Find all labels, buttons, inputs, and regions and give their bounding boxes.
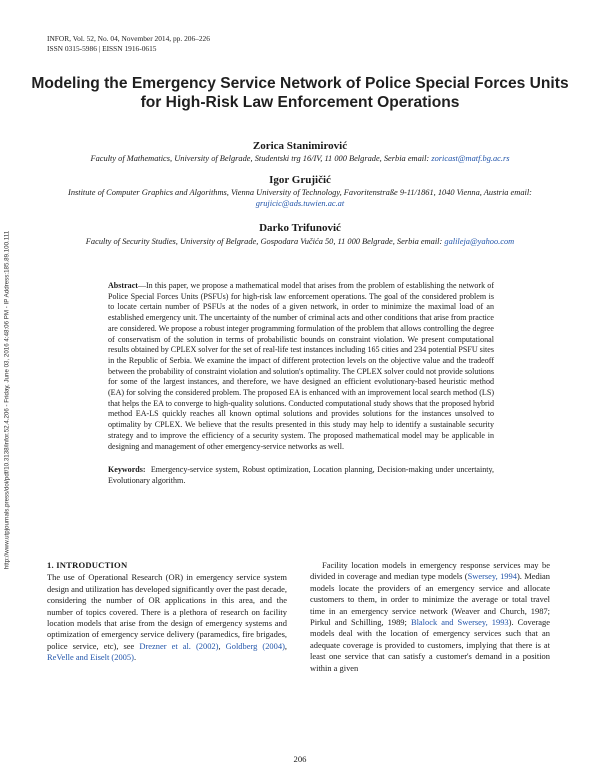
keywords xyxy=(108,465,494,486)
intro-left-column xyxy=(47,560,287,664)
abstract xyxy=(108,281,494,452)
intro-paragraph-1: The use of Operational Research (OR) in emergency service system design and utilization has developed significantly over the past decade, considering the number of OR applications in this area, and the number of topics covered. There is a plethora of research on facility location models that arise from the design of emergency systems and optimization of emergency service delivery (paramedics, fire brigades, police service, etc), see Drezner et al. (2002), Goldberg (2004), ReVelle and Eiselt (2005). xyxy=(47,572,288,663)
paper-title: Modeling the Emergency Service Network of Police Special Forces Units for High-Risk Law Enforcement Operations xyxy=(31,75,569,111)
page-number: 206 xyxy=(293,754,307,764)
keywords-label: Keywords: xyxy=(108,465,146,474)
citation-link-goldberg[interactable]: Goldberg (2004) xyxy=(225,640,285,651)
author-affiliation-1: Faculty of Mathematics, University of Belgrade, Studentski trg 16/IV, 11 000 Belgrade, Serbia email: zoricast@matf.bg.ac.rs xyxy=(90,154,510,163)
citation-link-drezner[interactable]: Drezner et al. (2002) xyxy=(139,640,219,651)
citation-link-swersey[interactable]: Swersey, 1994 xyxy=(467,571,517,582)
citation-link-revelle[interactable]: ReVelle and Eiselt (2005) xyxy=(47,652,134,663)
author-email-link-3[interactable]: galileja@yahoo.com xyxy=(444,237,515,246)
author-name-3: Darko Trifunović xyxy=(259,222,341,234)
keywords-text: Emergency-service system, Robust optimization, Location planning, Decision-making under uncertainty, Evolutionary algorithm. xyxy=(108,465,495,485)
author-name-2: Igor Grujičić xyxy=(269,174,331,186)
author-affiliation-3: Faculty of Security Studies, University of Belgrade, Gospodara Vučića 50, 11 000 Belgrade, Serbia email: galileja@yahoo.com xyxy=(85,237,515,246)
author-name-1: Zorica Stanimirović xyxy=(252,140,348,152)
citation-link-blalock[interactable]: Blalock and Swersey, 1993 xyxy=(410,617,509,628)
intro-right-column xyxy=(310,560,550,674)
author-affiliation-2: Institute of Computer Graphics and Algorithms, Vienna University of Technology, Favoritenstraße 9-11/1861, 1040 Vienna, Austria email: grujicic@ads.tuwien.ac.at xyxy=(68,188,532,208)
intro-paragraph-2: Facility location models in emergency response services may be divided in coverage and median type models (Swersey, 1994). Median models locate the providers of an emergency service and allocate customers to them, in order to minimize the average or total travel time in an emergency service network (Weaver and Church, 1987; Pirkul and Schilling, 1989; Blalock and Swersey, 1993). Coverage models deal with the location of emergency services such that an adequate coverage is provided to customers, implying that there is at least one service that can satisfy a customer's demand in a position within a given xyxy=(310,560,551,673)
author-email-link-1[interactable]: zoricast@matf.bg.ac.rs xyxy=(431,154,510,163)
journal-citation: INFOR, Vol. 52, No. 04, November 2014, pp. 206–226 xyxy=(47,34,210,43)
download-stamp: http://www.utpjournals.press/doi/pdf/10.3138/infor.52.4.206 - Friday, June 03, 2016 4:48:06 PM - IP Address:185.89.100.111 xyxy=(3,230,11,570)
abstract-text: —In this paper, we propose a mathematical model that arises from the problem of establishing the network of Police Special Forces Units (PSFUs) for high-risk law enforcement operations. The goal of the considered problem is to locate certain number of PSFUs at the nodes of a given network, in order to minimize the maximal load of an established emergency unit. The uncertainty of the number of criminal acts and other conditions that arise from practice are considered. We propose a robust integer programming formulation of the problem that allows controlling the degree of conservatism of the solution in terms of probabilistic bounds on constraint violation. We present computational results obtained by CPLEX solver for the set of real-life test instances including 165 cities and 234 potential PSFU sites in the Republic of Serbia. We examine the impact of different protection levels on the objective value and the tradeoff between the probability of constraint violation and solution's optimality. The CPLEX solver could not provide solutions for some of the largest instances, and therefore, we have designed an efficient evolutionary-based heuristic method (EA) for solving the considered problem. The proposed EA is enhanced with an improvement local search method (LS) that helps the EA to converge to high-quality solutions. Conducted computational study shows that the proposed hybrid method EA-LS quickly reaches all known optimal solutions and provides solutions for the instances unsolved to optimality by CPLEX. We believe that the results presented in this study may help to identify a sustainable security strategy and to improve the efficiency of a security system. The proposed mathematical model may be applicable in designing and management of other emergency-service networks as well. xyxy=(108,281,494,451)
issn-line: ISSN 0315-5986 | EISSN 1916-0615 xyxy=(47,44,157,53)
abstract-label: Abstract xyxy=(108,281,138,290)
author-email-link-2[interactable]: grujicic@ads.tuwien.ac.at xyxy=(255,199,345,208)
section-heading-introduction: 1. INTRODUCTION xyxy=(47,560,128,570)
